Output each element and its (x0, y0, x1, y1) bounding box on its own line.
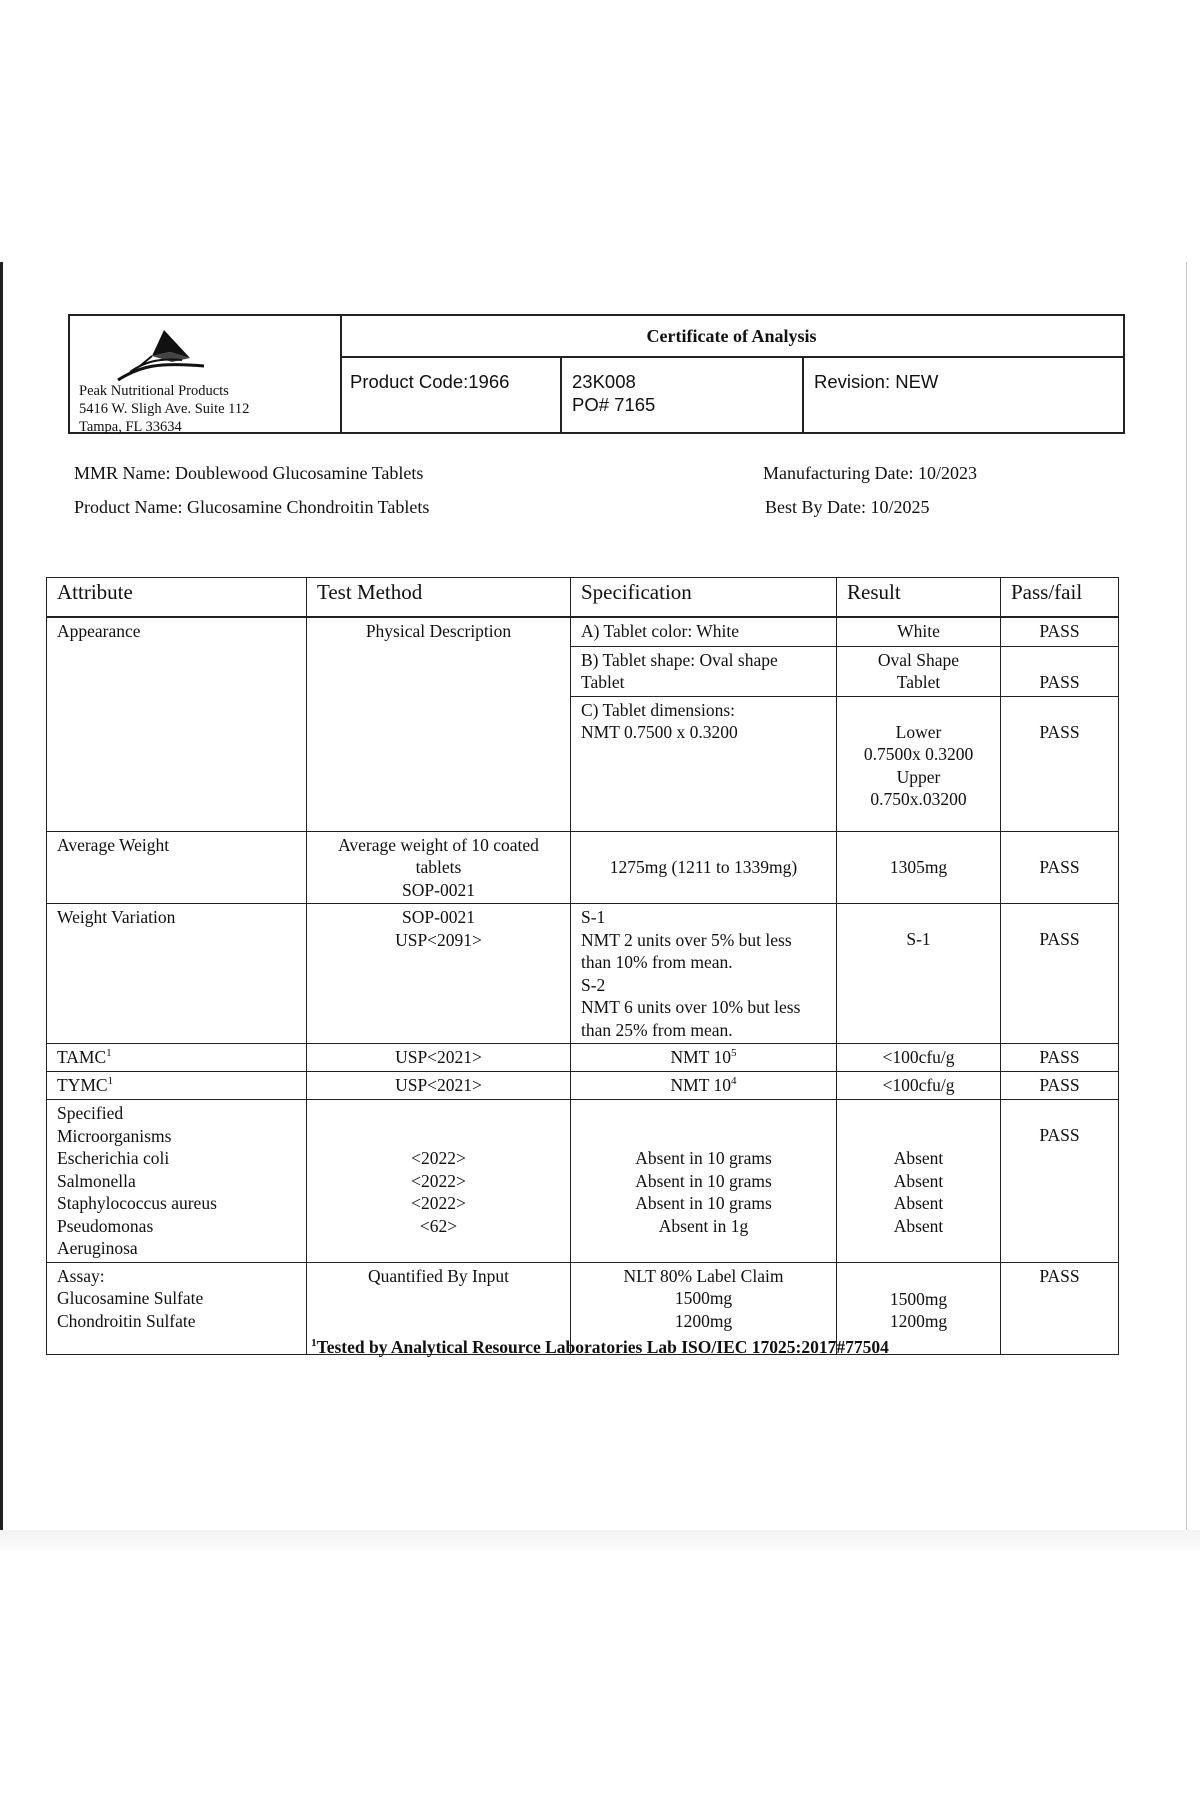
method-line: SOP-0021 (402, 879, 475, 900)
lot-po-cell (562, 356, 804, 432)
tamc-spec-text: NMT 10 (670, 1047, 731, 1067)
spec-line: B) Tablet shape: Oval shape (581, 649, 778, 670)
document-title: Certificate of Analysis (340, 316, 1123, 358)
method-line: <2022> (411, 1148, 466, 1168)
po-number: PO# 7165 (572, 394, 656, 415)
spec-line: Tablet (581, 672, 625, 692)
spec-line: Absent in 1g (658, 1215, 749, 1236)
spec-line: Absent in 10 grams (635, 1170, 772, 1191)
footnote-marker: 1 (311, 1337, 317, 1350)
appearance-spec-c (571, 696, 837, 831)
header-attribute: Attribute (47, 578, 307, 618)
mmr-name: MMR Name: Doublewood Glucosamine Tablets (74, 463, 424, 483)
spec-line: NMT 0.7500 x 0.3200 (581, 722, 738, 742)
company-info (79, 382, 249, 436)
attribute-line: Salmonella (57, 1170, 136, 1191)
result-line: Tablet (896, 672, 941, 692)
spec-line: NMT 6 units over 10% but less (581, 997, 801, 1017)
appearance-pass-b: PASS (1001, 646, 1119, 696)
result-line: 0.750x.03200 (870, 789, 967, 809)
spec-line: 1200mg (674, 1310, 733, 1331)
appearance-result-a: White (837, 617, 1001, 646)
appearance-spec-a: A) Tablet color: White (571, 617, 837, 646)
tymc-method: USP<2021> (307, 1072, 571, 1100)
method-line: USP<2091> (395, 929, 482, 950)
tymc-spec-text: NMT 10 (670, 1075, 731, 1095)
appearance-result-c (837, 696, 1001, 831)
tymc-result: <100cfu/g (837, 1072, 1001, 1100)
mountain-logo-icon (112, 328, 212, 384)
tymc-label: TYMC (57, 1075, 108, 1095)
attribute-line: Pseudomonas (57, 1215, 154, 1236)
average-weight-result: 1305mg (837, 831, 1001, 904)
result-line: Upper (896, 766, 941, 787)
tamc-label: TAMC (57, 1047, 107, 1067)
best-by-date: Best By Date: 10/2025 (765, 497, 930, 517)
weight-variation-method (307, 904, 571, 1044)
microorganisms-pass: PASS (1001, 1100, 1119, 1263)
assay-method: Quantified By Input (307, 1262, 571, 1354)
result-line: 0.7500x 0.3200 (863, 744, 974, 764)
tamc-result: <100cfu/g (837, 1044, 1001, 1072)
spec-line: than 25% from mean. (581, 1019, 733, 1040)
method-line: <2022> (411, 1193, 466, 1213)
table-header-row (47, 578, 1119, 618)
appearance-pass-a: PASS (1001, 617, 1119, 646)
attribute-line: Microorganisms (57, 1125, 172, 1146)
table-row (47, 1044, 1119, 1072)
header-test-method: Test Method (307, 578, 571, 618)
company-address-line2: Tampa, FL 33634 (79, 419, 182, 435)
result-line: 1500mg (889, 1288, 948, 1309)
table-row (47, 617, 1119, 646)
spec-line: C) Tablet dimensions: (581, 699, 735, 720)
company-address-line1: 5416 W. Sligh Ave. Suite 112 (79, 401, 250, 417)
assay-pass: PASS (1001, 1262, 1119, 1354)
method-line: <2022> (411, 1170, 466, 1191)
footnote-ref: 1 (106, 1047, 112, 1060)
method-line: SOP-0021 (402, 907, 475, 927)
footnote-ref: 1 (107, 1075, 114, 1088)
tamc-spec (571, 1044, 837, 1072)
method-line: tablets (415, 857, 462, 877)
coa-header (68, 314, 1125, 434)
average-weight-attribute: Average Weight (47, 831, 307, 904)
average-weight-pass: PASS (1001, 831, 1119, 904)
footnote (0, 1337, 1200, 1358)
microorganisms-result (837, 1100, 1001, 1263)
attribute-line: Assay: (57, 1265, 105, 1286)
appearance-result-b (837, 646, 1001, 696)
weight-variation-attribute: Weight Variation (47, 904, 307, 1044)
table-row (47, 904, 1119, 1044)
table-row (47, 1072, 1119, 1100)
table-row (47, 831, 1119, 904)
company-name: Peak Nutritional Products (79, 383, 229, 399)
spec-line: 1500mg (674, 1288, 733, 1308)
method-line: Average weight of 10 coated (338, 834, 539, 855)
tamc-method: USP<2021> (307, 1044, 571, 1072)
header-pass-fail: Pass/fail (1001, 578, 1119, 618)
microorganisms-method (307, 1100, 571, 1263)
header-result: Result (837, 578, 1001, 618)
revision: Revision: NEW (814, 371, 939, 392)
footnote-text: Tested by Analytical Resource Laboratories Lab ISO/IEC 17025:2017#77504 (316, 1337, 889, 1357)
product-code: Product Code:1966 (340, 356, 562, 432)
tamc-pass: PASS (1001, 1044, 1119, 1072)
result-line: Absent (893, 1170, 944, 1191)
spec-line: NMT 2 units over 5% but less (581, 929, 792, 950)
attribute-line: Staphylococcus aureus (57, 1193, 217, 1213)
appearance-attribute: Appearance (47, 617, 307, 831)
result-line: Lower (895, 721, 942, 742)
appearance-method: Physical Description (307, 617, 571, 831)
weight-variation-pass: PASS (1001, 904, 1119, 1044)
table-row (47, 1100, 1119, 1263)
appearance-spec-b (571, 646, 837, 696)
analysis-table (46, 577, 1119, 1355)
tymc-spec-exponent: 4 (730, 1075, 737, 1088)
result-line: Absent (893, 1215, 944, 1236)
average-weight-spec: 1275mg (1211 to 1339mg) (571, 831, 837, 904)
microorganisms-attribute (47, 1100, 307, 1263)
scan-bottom-shadow (0, 1530, 1200, 1550)
weight-variation-result: S-1 (837, 904, 1001, 1044)
spec-line: S-2 (581, 974, 606, 995)
attribute-line: Chondroitin Sulfate (57, 1310, 196, 1331)
product-name: Product Name: Glucosamine Chondroitin Tablets (74, 497, 430, 517)
lot-number: 23K008 (572, 371, 636, 392)
appearance-pass-c: PASS (1001, 696, 1119, 831)
manufacturing-date: Manufacturing Date: 10/2023 (763, 463, 977, 483)
method-line: <62> (419, 1215, 458, 1236)
result-line: Oval Shape (877, 649, 960, 670)
attribute-line: Specified (57, 1103, 124, 1123)
result-line: Absent (893, 1193, 944, 1213)
spec-line: S-1 (581, 907, 606, 927)
attribute-line: Glucosamine Sulfate (57, 1288, 204, 1308)
attribute-line: Aeruginosa (57, 1238, 138, 1258)
spec-line: NLT 80% Label Claim (623, 1265, 784, 1286)
tamc-spec-exponent: 5 (730, 1047, 737, 1060)
tymc-spec (571, 1072, 837, 1100)
microorganisms-spec (571, 1100, 837, 1263)
company-block (70, 316, 342, 435)
spec-line: Absent in 10 grams (635, 1193, 772, 1213)
tymc-attribute (47, 1072, 307, 1100)
tymc-pass: PASS (1001, 1072, 1119, 1100)
result-line: 1200mg (889, 1311, 948, 1331)
header-specification: Specification (571, 578, 837, 618)
result-line: Absent (893, 1148, 944, 1168)
spec-line: than 10% from mean. (581, 952, 733, 972)
weight-variation-spec (571, 904, 837, 1044)
average-weight-method (307, 831, 571, 904)
attribute-line: Escherichia coli (57, 1148, 170, 1168)
spec-line: Absent in 10 grams (635, 1148, 772, 1168)
tamc-attribute (47, 1044, 307, 1072)
